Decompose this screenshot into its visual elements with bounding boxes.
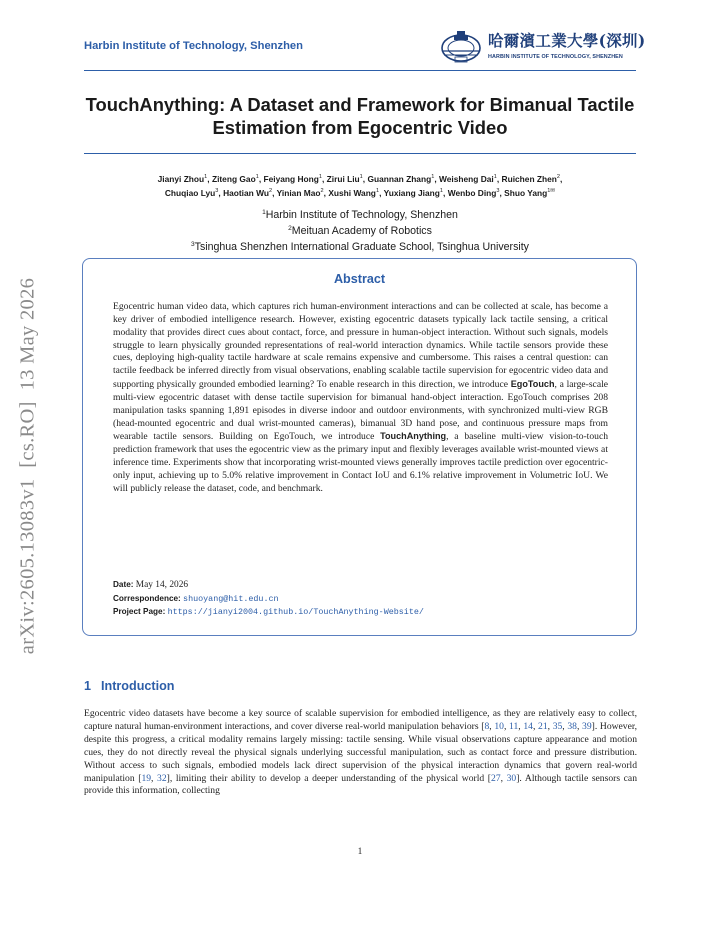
project-page-link[interactable]: https://jianyi2004.github.io/TouchAnything-Website/ xyxy=(167,607,424,617)
logo-chinese-name: 哈爾濱工業大學(深圳) xyxy=(488,31,646,50)
emblem-icon xyxy=(440,29,482,67)
citation-link[interactable]: 39 xyxy=(582,720,592,732)
date-value: May 14, 2026 xyxy=(135,580,189,590)
author-affiliation-mark: 1 xyxy=(318,174,322,180)
author-name: Yinian Mao xyxy=(276,187,321,198)
author-name: Jianyi Zhou xyxy=(157,174,205,184)
abstract-heading: Abstract xyxy=(333,272,386,286)
author-line-2: Chuqiao Lyu$^3$, Haotian Wu$^2$, Yinian Mao$^2$, Xushi Wang$^1$, Yuxiang Jiang$^1$, Wenbo Ding$^3$, Shuo Yang$^{1✉}$ xyxy=(164,187,556,198)
citation-link[interactable]: 8 xyxy=(484,720,490,732)
author-affiliation-mark: 1 xyxy=(255,174,259,180)
author-affiliation-mark: 2 xyxy=(268,187,273,194)
author-list xyxy=(84,172,636,199)
section-heading: 1 Introduction xyxy=(84,679,175,693)
author-affiliation-mark: 2 xyxy=(556,174,561,180)
author-affiliation-mark: 2 xyxy=(320,187,324,194)
author-name: Chuqiao Lyu xyxy=(164,187,216,198)
abstract-box xyxy=(82,258,637,636)
dataset-name: EgoTouch xyxy=(510,379,555,390)
author-name: Yuxiang Jiang xyxy=(383,187,440,198)
author-affiliation-mark: 1 xyxy=(493,174,497,180)
framework-name: TouchAnything xyxy=(380,431,447,442)
author-name: Haotian Wu xyxy=(223,187,269,198)
author-affiliation-mark: 1 xyxy=(375,187,380,194)
citation-link[interactable]: 14 xyxy=(523,720,533,732)
introduction-paragraph: Egocentric video datasets have become a key source of scalable supervision for embodied intelligence, as they are relatively easy to collect, capture natural human-environment interactions, and cover diverse real-world manipulation behaviors [8, 10, 11, 14, 21, 35, 38, 39]. However, despite this progress, a critical modality remains largely missing: tactile sensing. While visual observations capture appearance and motion cues, they do not directly reveal the physical signals underlying successful manipulation, such as contact force and pressure distribution. Without access to such signals, embodied models lack direct supervision of the physical interaction dynamics that govern real-world manipulation [19, 32], limiting their ability to develop a deeper understanding of the physical world [27, 30]. Although tactile sensors can provide this information, collecting xyxy=(84,708,638,797)
citation-link[interactable]: 10 xyxy=(494,720,504,732)
header-institution: Harbin Institute of Technology, Shenzhen xyxy=(84,40,303,52)
affiliation-2: $^2$Meituan Academy of Robotics xyxy=(288,225,432,237)
author-name: Xushi Wang xyxy=(328,187,376,198)
author-affiliation-mark: 3 xyxy=(496,187,500,194)
author-affiliation-mark: 3 xyxy=(215,187,219,194)
citation-link[interactable]: 30 xyxy=(506,772,517,784)
logo-english-name: HARBIN INSTITUTE OF TECHNOLOGY, SHENZHEN xyxy=(488,54,623,60)
author-name: Shuo Yang xyxy=(504,187,548,198)
citation-link[interactable]: 35 xyxy=(552,720,563,732)
author-name: Guannan Zhang xyxy=(367,174,432,184)
author-name: Ziteng Gao xyxy=(211,174,256,184)
citation-link[interactable]: 21 xyxy=(538,720,548,732)
citation-link[interactable]: 11 xyxy=(509,720,519,732)
title-rule xyxy=(84,153,636,154)
abstract-body: Egocentric human video data, which captures rich human-environment interactions and can be collected at scale, has become a key driver of embodied intelligence research. However, existing egocentric datasets typically lack tactile sensing, a critical modality that provides direct cues about contact, force, and pressure in human-object interaction. Without such signals, models struggle to learn physically grounded representations of real-world interaction dynamics. While tactile sensors provide these cues, deploying high-quality tactile hardware at scale remains expensive and cumbersome. This raises a central question: can tactile feedback be inferred directly from visual observations, enabling scalable tactile supervision for egocentric video data and supporting physically grounded embodied learning? To enable research in this direction, we introduce EgoTouch, a large-scale multi-view egocentric dataset with dense tactile supervision for bimanual hand-object interaction. EgoTouch comprises 208 manipulation tasks spanning 1,891 episodes in diverse indoor and outdoor environments, with synchronized multi-view RGB (head-mounted egocentric and dual wrist-mounted cameras), bimanual 3D hand pose, and continuous pressure maps from wearable tactile sensors. Building on EgoTouch, we introduce TouchAnything, a baseline multi-view vision-to-touch prediction framework that uses the egocentric view as the primary input and flexibly leverages available wrist-mounted views at inference time. Experiments show that incorporating wrist-mounted views generally improves tactile prediction over egocentric-only input, achieving up to 5.0% relative improvement in Contact IoU and 6.1% relative improvement in Volumetric IoU. We will publicly release the dataset, code, and benchmark. xyxy=(113,301,608,494)
author-line-1: Jianyi Zhou$^1$, Ziteng Gao$^1$, Feiyang Hong$^1$, Zirui Liu$^1$, Guannan Zhang$^1$, Weisheng Dai$^1$, Ruichen Zhen$^2$, xyxy=(157,174,563,184)
correspondence-email-link[interactable]: shuoyang@hit.edu.cn xyxy=(183,594,279,604)
author-name: Feiyang Hong xyxy=(263,174,319,184)
project-page-line: Project Page: https://jianyi2004.github.io/TouchAnything-Website/ xyxy=(113,607,424,617)
author-affiliation-mark: 1 xyxy=(431,174,435,180)
affiliations xyxy=(84,206,636,254)
citation-link[interactable]: 32 xyxy=(157,772,167,784)
author-name: Zirui Liu xyxy=(326,174,360,184)
author-affiliation-mark: 1 xyxy=(439,187,444,194)
paper-title: TouchAnything: A Dataset and Framework for Bimanual Tactile Estimation from Egocentric Video xyxy=(85,94,635,138)
date-line: Date: May 14, 2026 xyxy=(113,580,189,590)
author-affiliation-mark: 1 xyxy=(204,174,208,180)
author-name: Wenbo Ding xyxy=(447,187,497,198)
citation-link[interactable]: 38 xyxy=(567,720,577,732)
author-name: Weisheng Dai xyxy=(438,174,494,184)
arxiv-identifier: arXiv:2605.13083v1 [cs.RO] 13 May 2026 xyxy=(16,277,39,655)
correspondence-line: Correspondence: shuoyang@hit.edu.cn xyxy=(113,594,279,604)
citation-link[interactable]: 27 xyxy=(491,772,501,784)
header-rule xyxy=(84,70,636,71)
university-logo xyxy=(440,29,646,67)
author-name: Ruichen Zhen xyxy=(501,174,557,184)
affiliation-3: $^3$Tsinghua Shenzhen International Graduate School, Tsinghua University xyxy=(191,241,529,253)
affiliation-1: $^1$Harbin Institute of Technology, Shenzhen xyxy=(262,209,458,221)
author-affiliation-mark: 1✉ xyxy=(547,187,556,194)
citation-link[interactable]: 19 xyxy=(141,772,152,784)
author-affiliation-mark: 1 xyxy=(359,174,363,180)
page-number: 1 xyxy=(357,847,363,857)
